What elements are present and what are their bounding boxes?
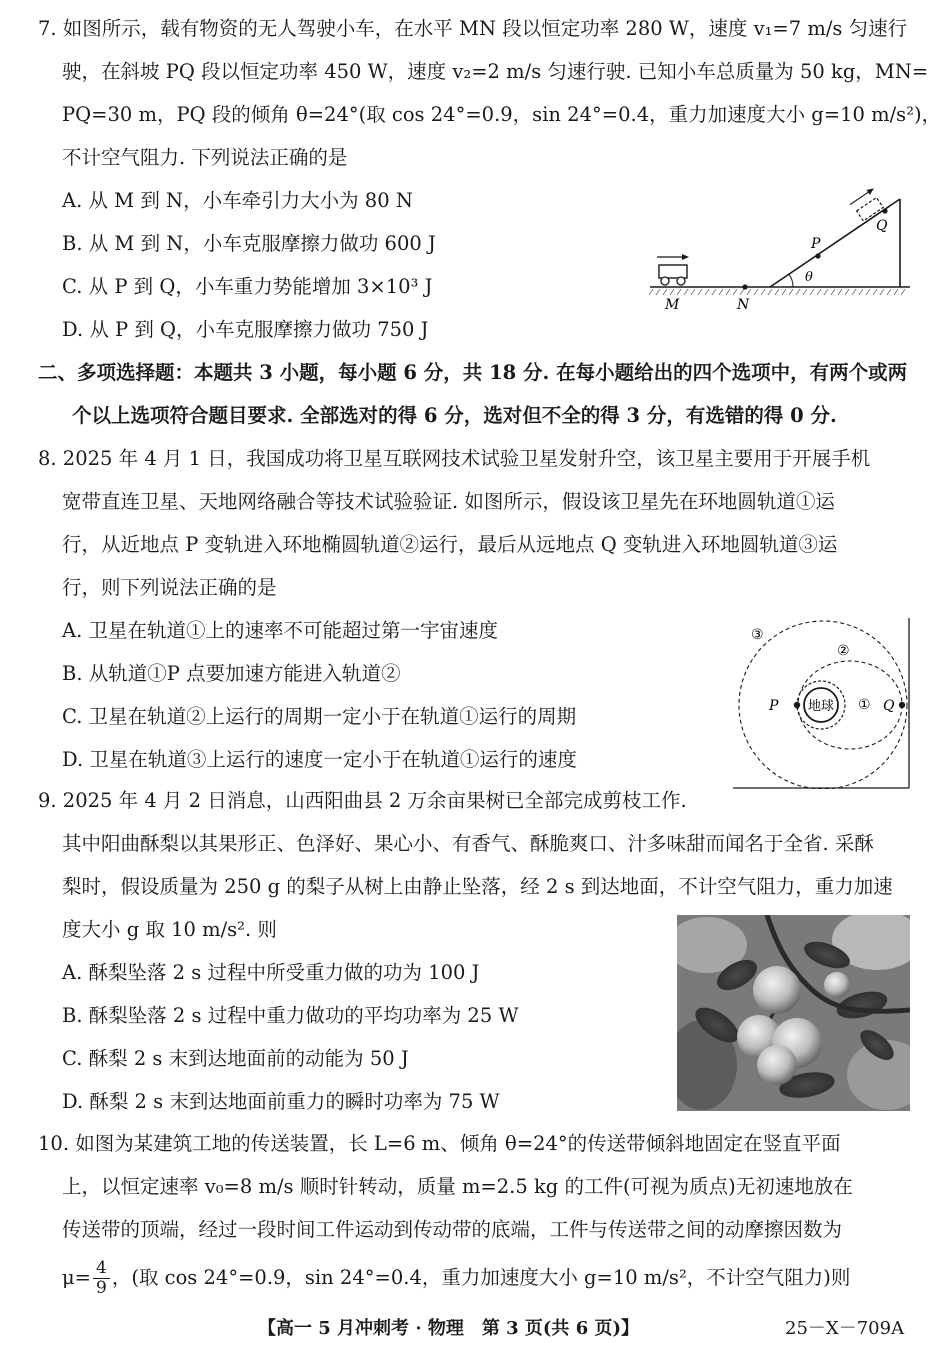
q7-stem-line-4: 不计空气阻力. 下列说法正确的是 (62, 146, 348, 169)
orbit-2-label: ② (837, 643, 850, 659)
section-2-line-1: 二、多项选择题：本题共 3 小题，每小题 6 分，共 18 分. 在每小题给出的四个选项中，有两个或两 (38, 361, 908, 384)
point-p (815, 253, 820, 258)
label-p: P (769, 698, 779, 714)
q9-stem-line-3: 梨时，假设质量为 250 g 的梨子从树上由静止坠落，经 2 s 到达地面，不计空气阻力，重力加速 (62, 875, 893, 898)
q9-option-c: C. 酥梨 2 s 末到达地面前的动能为 50 J (62, 1047, 409, 1070)
label-q: Q (883, 698, 895, 714)
label-theta: θ (805, 270, 813, 285)
q9-option-a: A. 酥梨坠落 2 s 过程中所受重力做的功为 100 J (62, 961, 480, 984)
q8-stem-line-2: 宽带直连卫星、天地网络融合等技术试验验证. 如图所示，假设该卫星先在环地圆轨道①运 (62, 490, 835, 513)
mu-prefix: μ= (62, 1266, 92, 1289)
cart-icon (657, 254, 689, 285)
q7-stem-line-2: 驶，在斜坡 PQ 段以恒定功率 450 W，速度 v₂=2 m/s 匀速行驶. 已知小车总质量为 50 kg，MN= (62, 60, 929, 83)
q10-stem-line-3: 传送带的顶端，经过一段时间工件运动到传动带的底端，工件与传送带之间的动摩擦因数为 (62, 1218, 843, 1241)
pear-tree-photo (677, 915, 910, 1111)
q7-option-d: D. 从 P 到 Q，小车克服摩擦力做功 750 J (62, 318, 429, 341)
q7-option-b: B. 从 M 到 N，小车克服摩擦力做功 600 J (62, 232, 436, 255)
q8-stem-line-4: 行，则下列说法正确的是 (62, 576, 277, 599)
q9-stem-line-1: 9. 2025 年 4 月 2 日消息，山西阳曲县 2 万余亩果树已全部完成剪枝工作. (38, 789, 687, 812)
mu-denominator: 9 (96, 1278, 107, 1298)
q8-stem-line-3: 行，从近地点 P 变轨进入环地椭圆轨道②运行，最后从远地点 Q 变轨进入环地圆轨道③运 (62, 533, 838, 556)
q10-stem-line-4 (62, 1258, 850, 1298)
label-m: M (665, 297, 680, 313)
mu-numerator: 4 (93, 1259, 110, 1279)
q9-stem-line-2: 其中阳曲酥梨以其果形正、色泽好、果心小、有香气、酥脆爽口、汁多味甜而闻名于全省. 采酥 (62, 832, 874, 855)
label-p: P (811, 236, 821, 252)
point-q (899, 702, 905, 708)
mu-suffix: ，(取 cos 24°=0.9，sin 24°=0.4，重力加速度大小 g=10 m/s²，不计空气阻力)则 (111, 1266, 851, 1289)
satellite-orbit-diagram (732, 617, 910, 789)
q8-option-d: D. 卫星在轨道③上运行的速度一定小于在轨道①运行的速度 (62, 748, 577, 771)
mu-fraction (93, 1259, 110, 1298)
paper-code: 25－X－709A (785, 1318, 905, 1339)
q8-option-a: A. 卫星在轨道①上的速率不可能超过第一宇宙速度 (62, 619, 498, 642)
q7-option-a: A. 从 M 到 N，小车牵引力大小为 80 N (62, 189, 413, 212)
label-n: N (737, 297, 750, 313)
q8-option-c: C. 卫星在轨道②上运行的周期一定小于在轨道①运行的周期 (62, 705, 577, 728)
point-n (742, 284, 747, 289)
q8-stem-line-1: 8. 2025 年 4 月 1 日，我国成功将卫星互联网技术试验卫星发射升空，该卫星主要用于开展手机 (38, 447, 871, 470)
cart-on-slope-icon (848, 186, 885, 222)
q10-stem-line-1: 10. 如图为某建筑工地的传送装置，长 L=6 m、倾角 θ=24°的传送带倾斜地固定在竖直平面 (38, 1132, 841, 1155)
orbit-3-label: ③ (751, 627, 764, 643)
page-footer: 【高一 5 月冲刺考 · 物理 第 3 页(共 6 页)】 (258, 1318, 640, 1339)
section-2-line-2: 个以上选项符合题目要求. 全部选对的得 6 分，选对但不全的得 3 分，有选错的得 0 分. (72, 404, 837, 427)
label-q: Q (876, 218, 888, 234)
q8-option-b: B. 从轨道①P 点要加速方能进入轨道② (62, 662, 401, 685)
q10-stem-line-2: 上，以恒定速率 v₀=8 m/s 顺时针转动，质量 m=2.5 kg 的工件(可视为质点)无初速地放在 (62, 1175, 853, 1198)
incline-cart-diagram (648, 185, 913, 315)
point-p (794, 702, 800, 708)
point-q (882, 208, 887, 213)
q9-option-d: D. 酥梨 2 s 末到达地面前重力的瞬时功率为 75 W (62, 1090, 500, 1113)
q7-stem-line-3: PQ=30 m，PQ 段的倾角 θ=24°(取 cos 24°=0.9，sin 24°=0.4，重力加速度大小 g=10 m/s²)， (62, 103, 942, 126)
q9-option-b: B. 酥梨坠落 2 s 过程中重力做功的平均功率为 25 W (62, 1004, 519, 1027)
orbit-1-label: ① (858, 697, 871, 713)
q7-option-c: C. 从 P 到 Q，小车重力势能增加 3×10³ J (62, 275, 433, 298)
q9-stem-line-4: 度大小 g 取 10 m/s². 则 (62, 918, 277, 941)
earth-label: 地球 (807, 699, 835, 714)
q7-stem-line-1: 7. 如图所示，载有物资的无人驾驶小车，在水平 MN 段以恒定功率 280 W，速度 v₁=7 m/s 匀速行 (38, 17, 908, 40)
